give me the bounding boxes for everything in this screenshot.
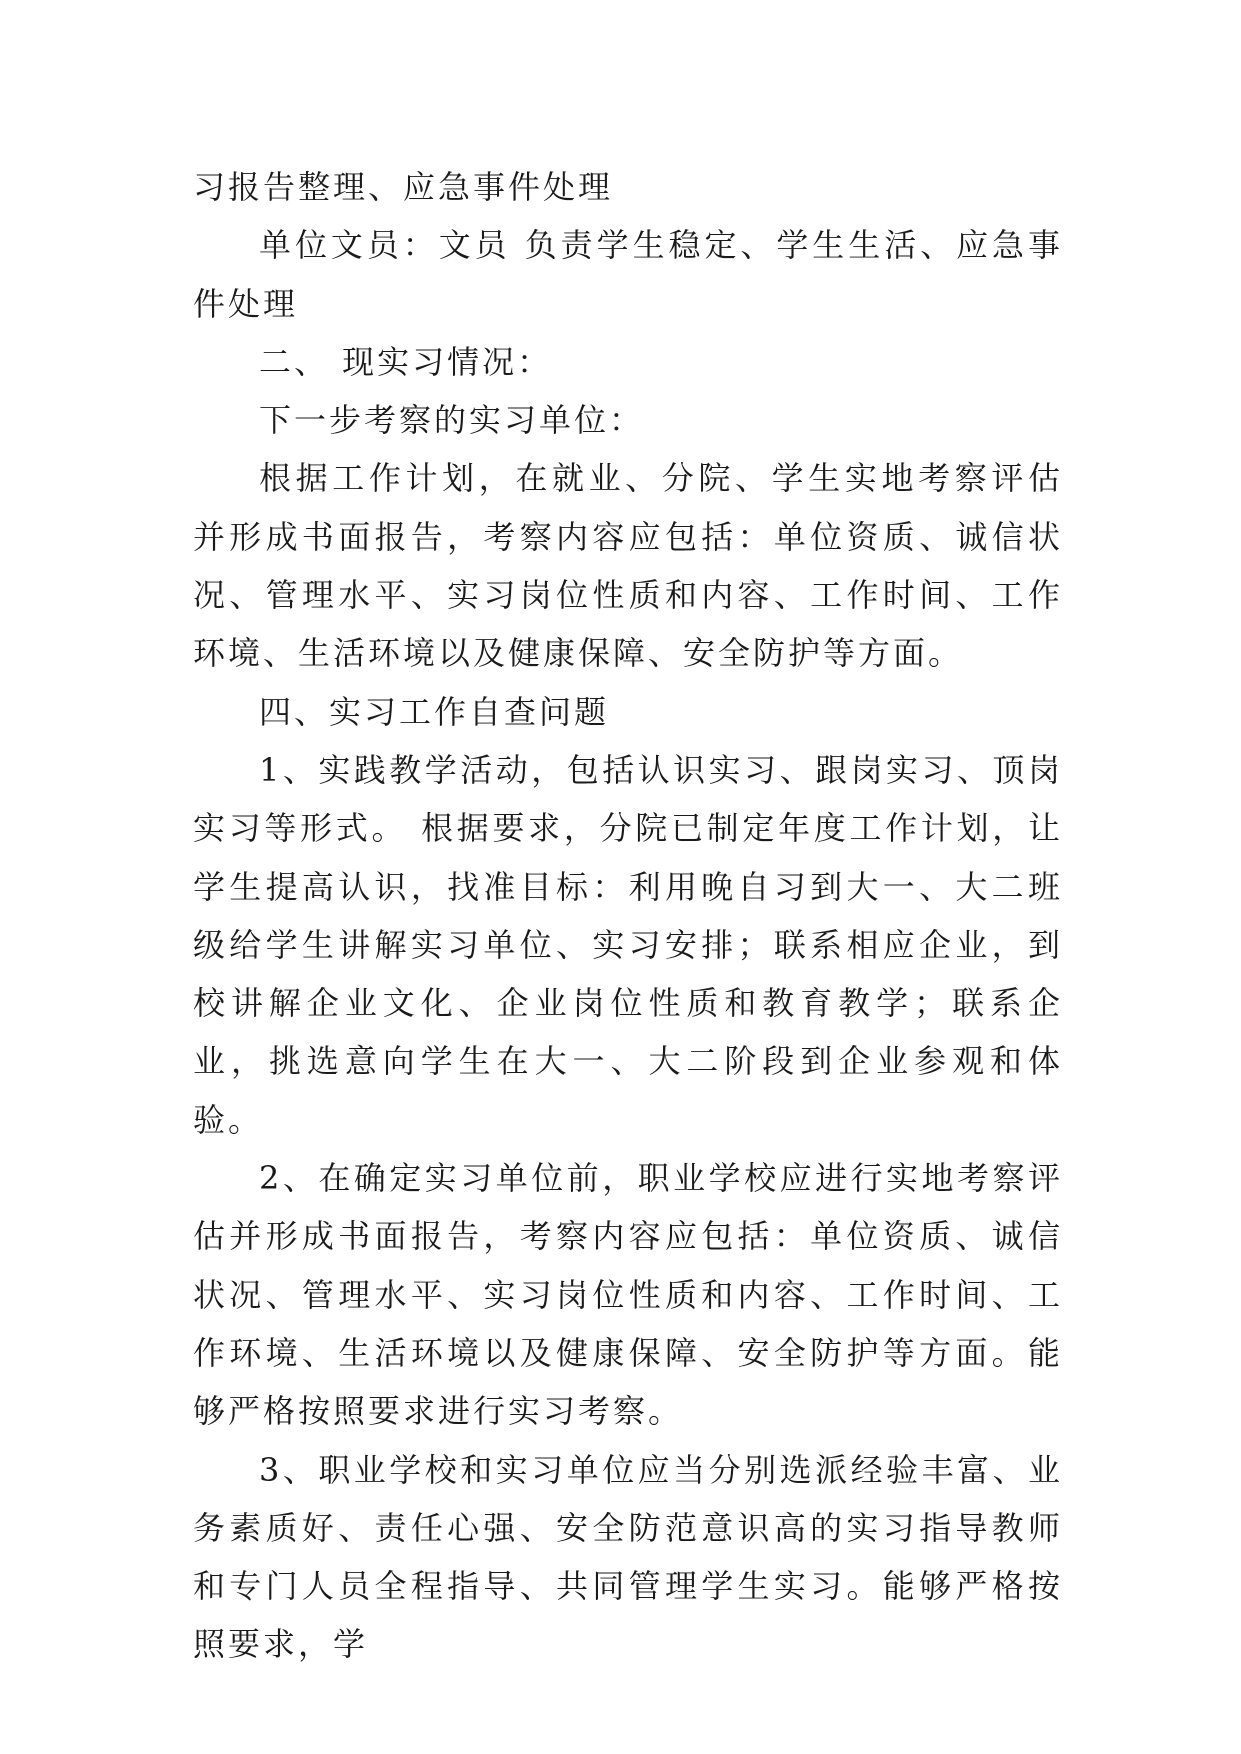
paragraph-8: 2、在确定实习单位前，职业学校应进行实地考察评估并形成书面报告，考察内容应包括：单位资质、诚信状况、管理水平、实习岗位性质和内容、工作时间、工作环境、生活环境以及健康保障、安全防护等方面。能够严格按照要求进行实习考察。 (193, 1159, 1063, 1431)
paragraph-6: 四、实习工作自查问题 (259, 692, 610, 731)
paragraph-9: 3、职业学校和实习单位应当分别选派经验丰富、业务素质好、责任心强、安全防范意识高的实习指导教师和专门人员全程指导、共同管理学生实习。能够严格按照要求，学 (193, 1450, 1063, 1664)
paragraph-5: 根据工作计划，在就业、分院、学生实地考察评估并形成书面报告，考察内容应包括：单位资质、诚信状况、管理水平、实习岗位性质和内容、工作时间、工作环境、生活环境以及健康保障、安全防护等方面。 (193, 459, 1063, 673)
paragraph-3: 二、 现实习情况： (259, 342, 553, 381)
paragraph-4: 下一步考察的实习单位： (259, 401, 645, 440)
paragraph-2: 单位文员：文员 负责学生稳定、学生生活、应急事件处理 (193, 226, 1063, 323)
paragraph-7: 1、实践教学活动，包括认识实习、跟岗实习、顶岗实习等形式。 根据要求，分院已制定年度工作计划，让学生提高认识，找准目标：利用晚自习到大一、大二班级给学生讲解实习单位、实习安排；联系相应企业，到校讲解企业文化、企业岗位性质和教育教学；联系企业，挑选意向学生在大一、大二阶段到企业参观和体验。 (193, 750, 1063, 1139)
document-body (193, 158, 1063, 1674)
paragraph-1: 习报告整理、应急事件处理 (193, 168, 614, 206)
